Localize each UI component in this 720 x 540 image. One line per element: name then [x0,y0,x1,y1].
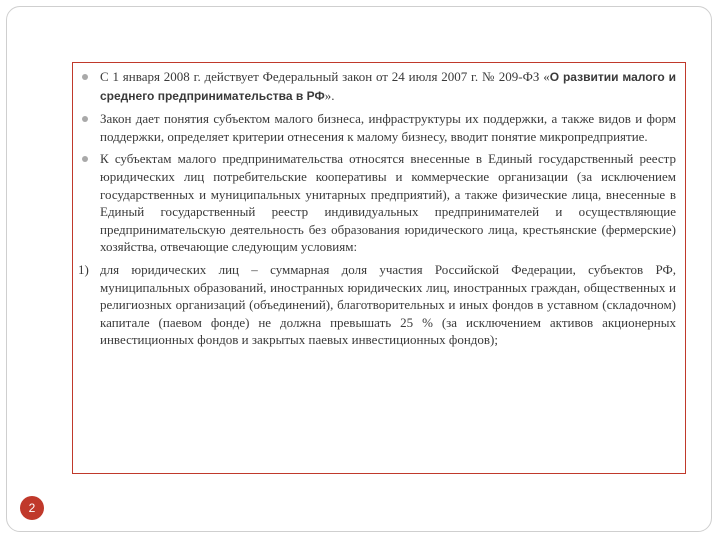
page-number-badge: 2 [20,496,44,520]
bullet-text-end: ». [324,87,335,103]
bullet-icon [82,74,88,80]
numbered-text: для юридических лиц – суммарная доля участия Российской Федерации, субъектов РФ, муниципальных образований, иностранных юридических лиц, иностранных граждан, общественных и религиозных организаций (объединений), благотворительных и иных фондов в уставном (складочном) капитале (паевом фонде) не должна превышать 25 % (за исключением активов акционерных инвестиционных фондов и закрытых паевых инвестиционных фондов); [100,261,676,348]
item-number: 1) [78,261,89,277]
bullet-item-subjects [78,150,676,256]
bullet-text: Закон дает понятия субъектом малого бизнеса, инфраструктуры их поддержки, а также видов и форм поддержки, определяет критерии отнесения к малому бизнесу, вводит понятие микропредприятие. [100,111,676,144]
bullet-icon [82,156,88,162]
bullet-text: С 1 января 2008 г. действует Федеральный закон от 24 июля 2007 г. № 209-ФЗ « [100,69,550,84]
slide-text [78,68,676,349]
numbered-item-1 [78,261,676,349]
bullet-icon [82,116,88,122]
bullet-item-concepts [78,110,676,145]
bullet-item-law [78,68,676,105]
law-title: О развитии малого и среднего предпринимательства в РФ [100,70,676,103]
bullet-text: К субъектам малого предпринимательства относятся внесенные в Единый государственный реестр юридических лиц потребительские кооперативы и коммерческие организации (за исключением государственных и муниципальных унитарных предприятий), а также физические лица, внесенные в Единый государственный реестр индивидуальных предпринимателей и осуществляющие предпринимательскую деятельность без образования юридического лица, крестьянские (фермерские) хозяйства, отвечающие следующим условиям: [100,151,676,255]
